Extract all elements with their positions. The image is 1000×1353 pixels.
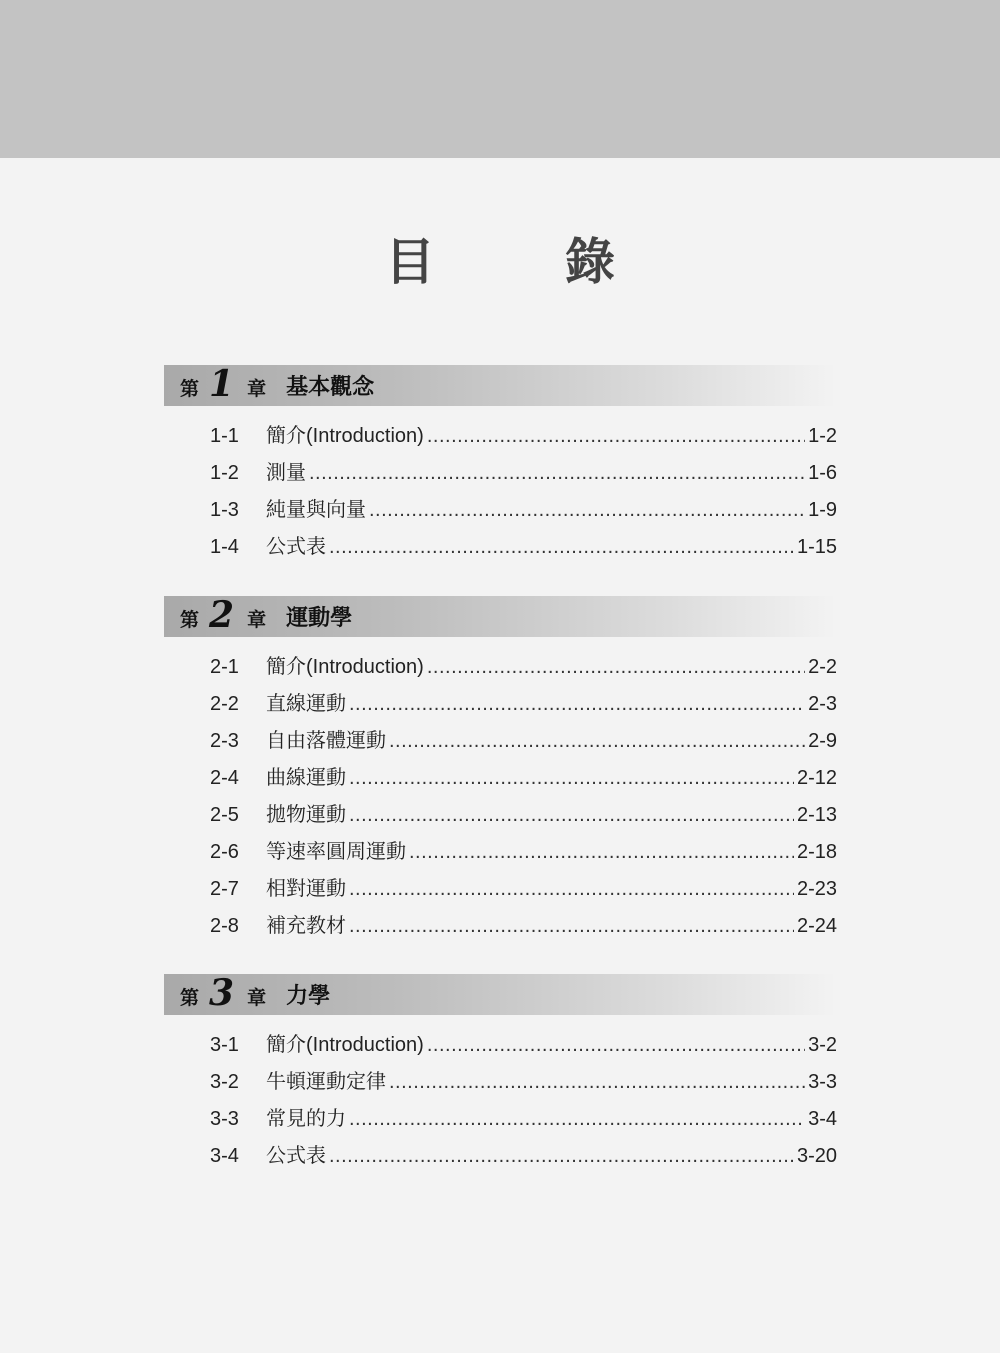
entry-title: 簡介(Introduction) [266,1034,424,1056]
entry-number: 2-6 [210,841,239,863]
chapter-name: 力學 [286,984,331,1009]
entry-title: 公式表 [266,1145,326,1167]
entry-page: 1-15 [796,536,837,558]
dot-leader [329,1145,794,1168]
entry-title: 常見的力 [266,1108,346,1130]
chapter-1-heading [180,365,374,406]
entry-page: 3-2 [808,1034,837,1056]
dot-leader [389,730,805,753]
entry-number: 1-3 [210,499,239,521]
entry-page: 2-2 [808,656,837,678]
dot-leader [389,1071,805,1094]
entry-number: 3-4 [210,1145,239,1167]
toc-entry[interactable] [210,650,837,680]
entry-page: 2-13 [796,804,837,826]
dot-leader [349,878,794,901]
chapter-suffix: 章 [247,378,267,400]
entry-page: 1-2 [808,425,837,447]
chapter-name: 運動學 [286,606,353,631]
entry-title: 簡介(Introduction) [266,425,424,447]
chapter-suffix: 章 [247,987,267,1009]
dot-leader [309,462,805,485]
chapter-number: 3 [209,972,235,1014]
entry-title: 牛頓運動定律 [266,1071,386,1093]
entry-number: 2-3 [210,730,239,752]
entry-title: 自由落體運動 [266,730,386,752]
entry-title: 公式表 [266,536,326,558]
entry-number: 2-2 [210,693,239,715]
entry-number: 1-2 [210,462,239,484]
toc-entry[interactable] [210,835,837,865]
toc-entry[interactable] [210,1028,837,1058]
chapter-number: 1 [209,363,235,405]
entry-page: 3-3 [808,1071,837,1093]
entry-number: 2-5 [210,804,239,826]
chapter-suffix: 章 [247,609,267,631]
entry-title: 簡介(Introduction) [266,656,424,678]
entry-title: 直線運動 [266,693,346,715]
entry-number: 2-4 [210,767,239,789]
toc-entry[interactable] [210,724,837,754]
entry-page: 2-9 [808,730,837,752]
entry-page: 3-4 [808,1108,837,1130]
chapter-2-heading [180,596,352,637]
entry-page: 2-12 [796,767,837,789]
entry-title: 相對運動 [266,878,346,900]
page-title: 目 錄 [385,232,655,291]
entry-title: 純量與向量 [266,499,366,521]
entry-title: 曲線運動 [266,767,346,789]
entry-page: 1-9 [808,499,837,521]
toc-entry[interactable] [210,1139,837,1169]
dot-leader [349,693,805,716]
chapter-prefix: 第 [180,987,200,1009]
toc-entry[interactable] [210,761,837,791]
toc-entry[interactable] [210,493,837,523]
entry-number: 3-1 [210,1034,239,1056]
header-band [0,0,1000,158]
entry-page: 2-18 [796,841,837,863]
entry-page: 1-6 [808,462,837,484]
dot-leader [329,536,794,559]
dot-leader [369,499,805,522]
entry-number: 2-8 [210,915,239,937]
chapter-prefix: 第 [180,378,200,400]
entry-number: 1-1 [210,425,239,447]
chapter-number: 2 [209,594,235,636]
entry-page: 2-24 [796,915,837,937]
dot-leader [349,1108,805,1131]
chapter-name: 基本觀念 [286,375,375,400]
entry-number: 2-7 [210,878,239,900]
dot-leader [349,915,794,938]
toc-entry[interactable] [210,530,837,560]
dot-leader [349,804,794,827]
entry-page: 2-23 [796,878,837,900]
entry-number: 3-2 [210,1071,239,1093]
toc-entry[interactable] [210,1065,837,1095]
dot-leader [427,656,805,679]
entry-title: 測量 [266,462,306,484]
entry-number: 3-3 [210,1108,239,1130]
entry-page: 3-20 [796,1145,837,1167]
entry-title: 補充教材 [266,915,346,937]
toc-entry[interactable] [210,872,837,902]
entry-number: 1-4 [210,536,239,558]
toc-entry[interactable] [210,687,837,717]
toc-entry[interactable] [210,909,837,939]
entry-title: 拋物運動 [266,804,346,826]
dot-leader [409,841,794,864]
entry-number: 2-1 [210,656,239,678]
entry-title: 等速率圓周運動 [266,841,406,863]
dot-leader [349,767,794,790]
toc-entry[interactable] [210,456,837,486]
dot-leader [427,425,805,448]
dot-leader [427,1034,805,1057]
toc-entry[interactable] [210,1102,837,1132]
chapter-3-heading [180,974,330,1015]
toc-entry[interactable] [210,798,837,828]
entry-page: 2-3 [808,693,837,715]
toc-entry[interactable] [210,419,837,449]
chapter-prefix: 第 [180,609,200,631]
